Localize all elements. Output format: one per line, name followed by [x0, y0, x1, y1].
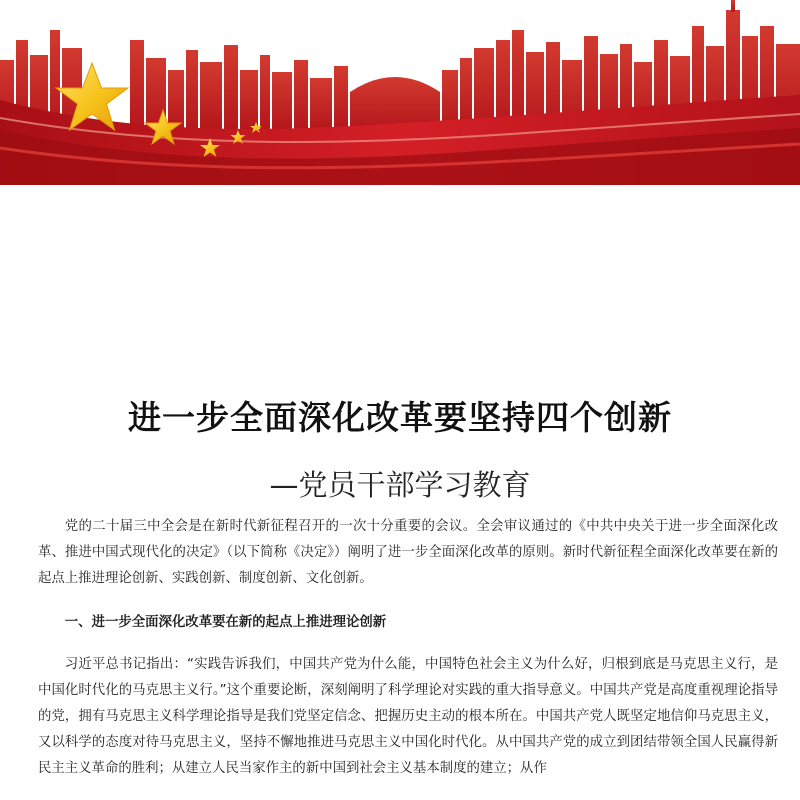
document-body	[38, 514, 778, 782]
body-paragraph: 习近平总书记指出：“实践告诉我们，中国共产党为什么能，中国特色社会主义为什么好，归根到底是马克思主义行，是中国化时代化的马克思主义行。”这个重要论断，深刻阐明了科学理论对实践的重大指导意义。中国共产党是高度重视理论指导的党，拥有马克思主义科学理论指导是我们党坚定信念、把握历史主动的根本所在。中国共产党人既坚定地信仰马克思主义，又以科学的态度对待马克思主义，坚持不懈地推进马克思主义中国化时代化。从中国共产党的成立到团结带领全国人民赢得新民主主义革命的胜利；从建立人民当家作主的新中国到社会主义基本制度的建立；从作	[38, 657, 778, 776]
document-subtitle: —党员干部学习教育	[269, 468, 531, 502]
document-title: 进一步全面深化改革要坚持四个创新	[128, 398, 672, 437]
header-banner	[0, 0, 800, 185]
intro-paragraph: 党的二十届三中全会是在新时代新征程召开的一次十分重要的会议。全会审议通过的《中共中央关于进一步全面深化改革、推进中国式现代化的决定》（以下简称《决定》）阐明了进一步全面深化改革的原则。新时代新征程全面深化改革要在新的起点上推进理论创新、实践创新、制度创新、文化创新。	[38, 519, 778, 586]
section-heading: 一、进一步全面深化改革要在新的起点上推进理论创新	[64, 615, 387, 630]
